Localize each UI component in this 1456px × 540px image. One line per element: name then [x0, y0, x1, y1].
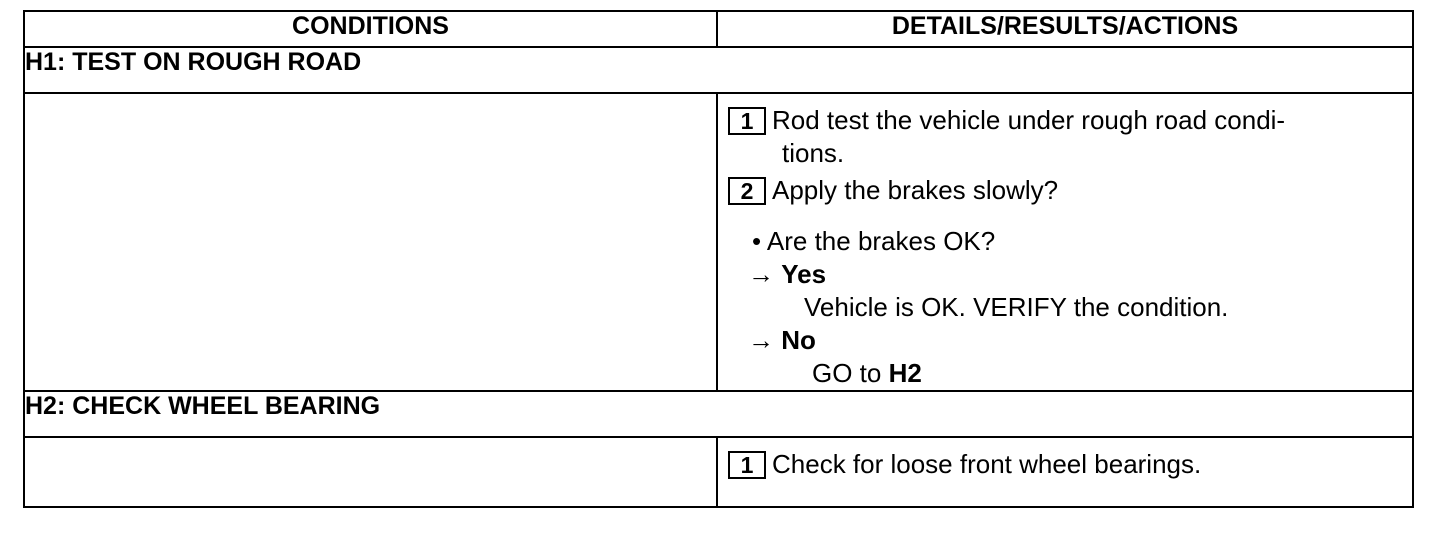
step-text-continued: tions. — [782, 138, 845, 168]
step-h2-1 — [728, 448, 1402, 481]
yes-branch — [728, 258, 1402, 291]
conditions-cell-h2 — [24, 437, 717, 507]
section-body-h2 — [24, 437, 1413, 507]
yes-result: Vehicle is OK. VERIFY the condition. — [804, 292, 1229, 322]
step-number: 2 — [728, 177, 766, 205]
details-cell-h1 — [717, 93, 1413, 391]
step-text: Rod test the vehicle under rough road condi- — [772, 105, 1286, 135]
step-number: 1 — [728, 451, 766, 479]
step-text: Apply the brakes slowly? — [772, 175, 1059, 205]
conditions-cell-h1 — [24, 93, 717, 391]
no-label: No — [781, 325, 816, 355]
no-branch — [728, 324, 1402, 357]
arrow-right-icon: → — [748, 325, 774, 355]
diagnostic-table — [23, 10, 1414, 508]
details-header: DETAILS/RESULTS/ACTIONS — [717, 11, 1413, 47]
step-h1-1 — [728, 104, 1402, 170]
section-row-h1 — [24, 47, 1413, 93]
section-title-h1: H1: TEST ON ROUGH ROAD — [24, 47, 1413, 93]
goto-link-h2[interactable]: H2 — [888, 358, 922, 388]
step-number: 1 — [728, 107, 766, 135]
no-result-prefix: GO to — [812, 358, 889, 388]
section-row-h2 — [24, 391, 1413, 437]
details-cell-h2 — [717, 437, 1413, 507]
step-h1-2 — [728, 174, 1402, 207]
step-text: Check for loose front wheel bearings. — [772, 449, 1202, 479]
section-body-h1 — [24, 93, 1413, 391]
arrow-right-icon: → — [748, 259, 774, 289]
conditions-header: CONDITIONS — [24, 11, 717, 47]
question-text: • Are the brakes OK? — [752, 226, 996, 256]
header-row — [24, 11, 1413, 47]
no-result — [728, 357, 1402, 390]
section-title-h2: H2: CHECK WHEEL BEARING — [24, 391, 1413, 437]
yes-label: Yes — [781, 259, 827, 289]
